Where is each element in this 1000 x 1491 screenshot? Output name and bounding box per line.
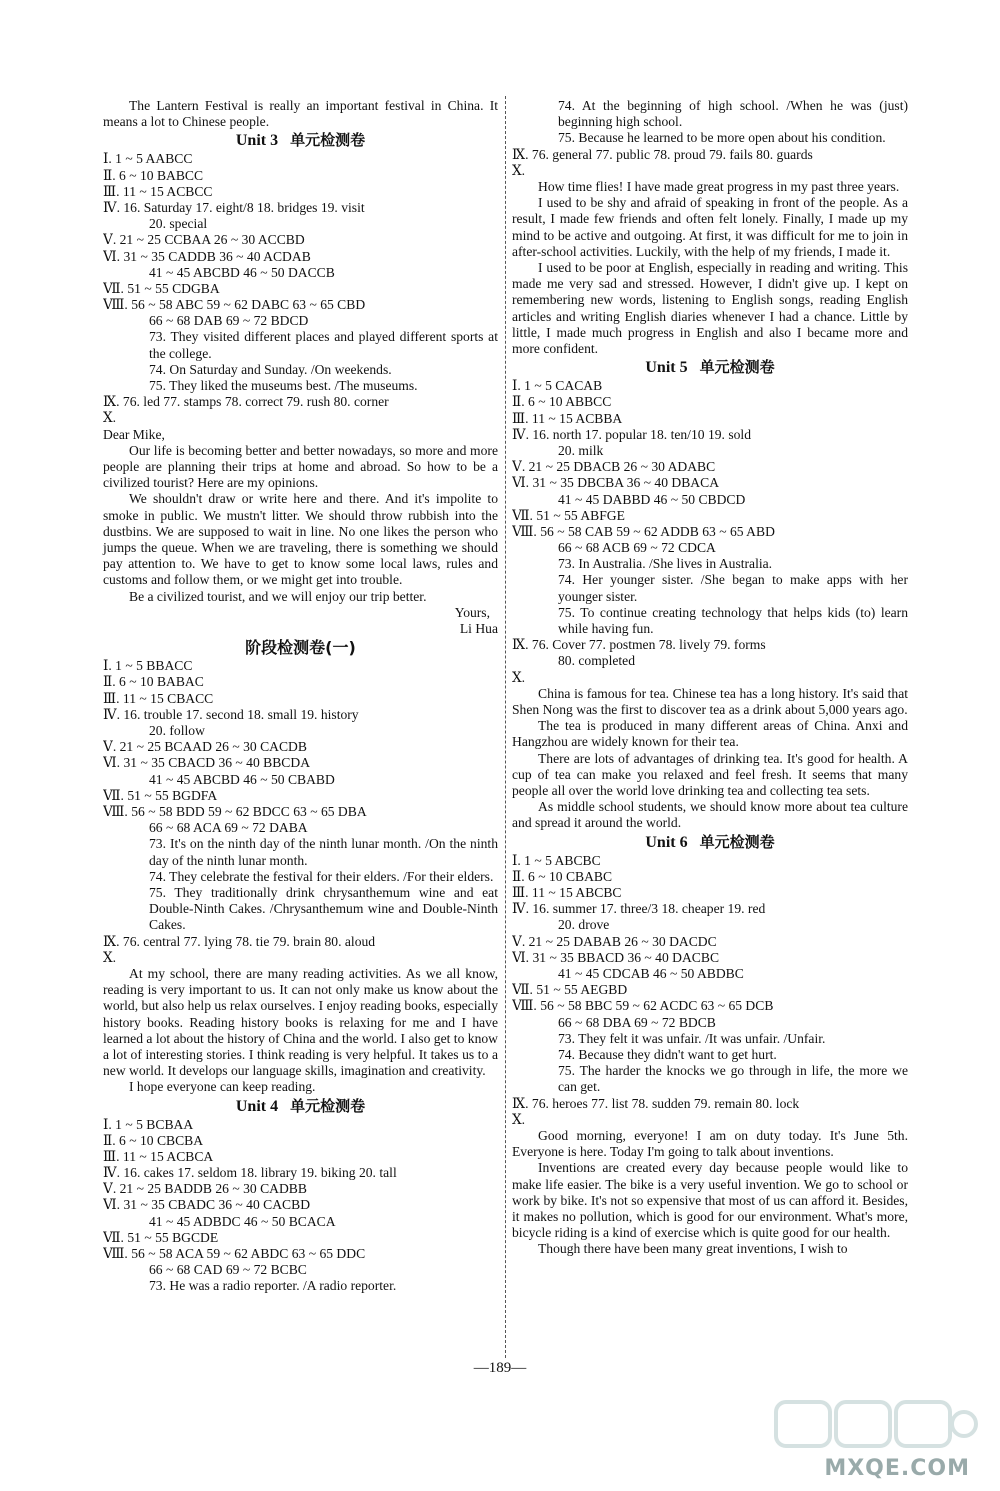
letter-closing: Yours, <box>454 604 490 620</box>
answer-line: 66 ~ 68 CAD 69 ~ 72 BCBC <box>149 1262 307 1278</box>
essay-paragraph: Though there have been many great inventions, I wish to <box>538 1241 848 1257</box>
answer-line: Ⅶ. 51 ~ 55 BGDFA <box>103 787 218 803</box>
watermark-text: MXQE.COM <box>824 1455 970 1481</box>
answer-line: Ⅵ. 31 ~ 35 DBCBA 36 ~ 40 DBACA <box>512 475 720 491</box>
answer-line: Ⅰ. 1 ~ 5 BCBAA <box>103 1116 194 1132</box>
letter-signature: Li Hua <box>459 621 498 637</box>
answer-line: Ⅶ. 51 ~ 55 ABFGE <box>512 507 625 523</box>
unit3-heading: Unit 3 单元检测卷 <box>235 131 366 150</box>
essay-paragraph: Be a civilized tourist, and we will enjoy our trip better. <box>129 588 427 604</box>
essay-paragraph: As middle school students, we should know more about tea culture and spread it around the world. <box>512 799 908 831</box>
answer-line: Ⅰ. 1 ~ 5 BBACC <box>103 658 193 674</box>
answer-ix: Ⅸ. 76. general 77. public 78. proud 79. fails 80. guards <box>512 146 813 162</box>
page-number: —189— <box>473 1360 527 1376</box>
answer-line: Ⅵ. 31 ~ 35 BBACD 36 ~ 40 DACBC <box>512 949 720 965</box>
left-column <box>103 98 498 1295</box>
essay-paragraph: There are lots of advantages of drinking tea. It's good for health. A cup of tea can make you relaxed and feel fresh. It seems that many people all over the world love drinking tea and collecting tea sets. <box>512 750 908 799</box>
answer-line: Ⅴ. 21 ~ 25 DBACB 26 ~ 30 ADABC <box>512 459 716 475</box>
essay-paragraph: China is famous for tea. Chinese tea has a long history. It's said that Shen Nong was the first to discover tea as a drink about 5,000 years ago. <box>512 685 908 718</box>
answer-75: 75. They liked the museums best. /The museums. <box>149 378 418 394</box>
answer-line: 41 ~ 45 CDCAB 46 ~ 50 ABDBC <box>558 965 744 981</box>
answer-line: 73. In Australia. /She lives in Australia. <box>558 556 773 572</box>
answer-75: 75. Because he learned to be more open about his condition. <box>558 130 886 146</box>
answer-line: Ⅶ. 51 ~ 55 CDGBA <box>103 280 220 296</box>
answer-74: 74. On Saturday and Sunday. /On weekends. <box>149 361 392 377</box>
answer-line: 41 ~ 45 DABBD 46 ~ 50 CBDCD <box>558 491 746 507</box>
answer-ix: Ⅸ. 76. central 77. lying 78. tie 79. brain 80. aloud <box>103 933 376 949</box>
unit4-heading: Unit 4 单元检测卷 <box>235 1096 366 1115</box>
answer-75: 75. The harder the knocks we go through in life, the more we can get. <box>558 1063 908 1095</box>
answer-line: Ⅲ. 11 ~ 15 CBACC <box>103 690 214 706</box>
answer-line: Ⅳ. 16. Saturday 17. eight/8 18. bridges 19. visit <box>103 199 365 215</box>
answer-line: Ⅷ. 56 ~ 58 ABC 59 ~ 62 DABC 63 ~ 65 CBD <box>103 297 366 313</box>
answer-line: Ⅴ. 21 ~ 25 BCAAD 26 ~ 30 CACDB <box>103 739 307 755</box>
answer-line: Ⅰ. 1 ~ 5 CACAB <box>512 378 603 394</box>
answer-line: Ⅷ. 56 ~ 58 BBC 59 ~ 62 ACDC 63 ~ 65 DCB <box>512 998 774 1014</box>
letter-salutation: Dear Mike, <box>103 426 165 442</box>
answer-line: Ⅷ. 56 ~ 58 BDD 59 ~ 62 BDCC 63 ~ 65 DBA <box>103 803 367 819</box>
section-x-label: Ⅹ. <box>103 410 117 426</box>
answer-line: 41 ~ 45 ABCBD 46 ~ 50 CBABD <box>149 771 335 787</box>
answer-line: 41 ~ 45 ADBDC 46 ~ 50 BCACA <box>149 1213 336 1229</box>
answer-line: 66 ~ 68 DBA 69 ~ 72 BDCB <box>558 1014 716 1030</box>
answer-line: Ⅰ. 1 ~ 5 AABCC <box>103 151 193 167</box>
unit5-answers <box>512 378 908 831</box>
answer-line: Ⅷ. 56 ~ 58 CAB 59 ~ 62 ADDB 63 ~ 65 ABD <box>512 523 775 539</box>
answer-line: Ⅱ. 6 ~ 10 CBCBA <box>103 1132 204 1148</box>
section-x-label: Ⅹ. <box>512 1111 526 1127</box>
answer-line: 74. Because they didn't want to get hurt. <box>558 1046 777 1062</box>
answer-75: 75. They traditionally drink chrysanthemum wine and eat Double-Ninth Cakes. /Chrysanthemum wine and Double-Ninth Cakes. <box>149 884 498 933</box>
answer-74: 74. At the beginning of high school. /When he was (just) beginning high school. <box>558 98 908 130</box>
essay-paragraph: I hope everyone can keep reading. <box>129 1079 316 1095</box>
stage1-answers <box>103 658 498 1095</box>
answer-line: Ⅳ. 16. trouble 17. second 18. small 19. history <box>103 706 359 722</box>
answer-73: 73. It's on the ninth day of the ninth lunar month. /On the ninth day of the ninth lunar month. <box>149 836 498 868</box>
unit3-answers <box>103 151 498 637</box>
answer-line: 73. He was a radio reporter. /A radio reporter. <box>149 1278 397 1294</box>
answer-line: Ⅵ. 31 ~ 35 CADDB 36 ~ 40 ACDAB <box>103 248 311 264</box>
answer-ix: Ⅸ. 76. led 77. stamps 78. correct 79. rush 80. corner <box>103 394 389 410</box>
essay-paragraph: I used to be shy and afraid of speaking in front of the people. As a result, I made few friends and often felt lonely. Finally, I made up my mind to be active and outgoing. At first, it was difficult for me to join in after-school activities. Luckily, with the help of my friends, I made it. <box>512 195 908 259</box>
essay-paragraph: Our life is becoming better and better nowadays, so more and more people are planning their trips at home and abroad. So how to be a civilized tourist? Here are my opinions. <box>103 442 498 491</box>
section-x-label: Ⅹ. <box>512 669 526 685</box>
answer-line: 41 ~ 45 ABCBD 46 ~ 50 DACCB <box>149 264 335 280</box>
answer-line: Ⅲ. 11 ~ 15 ACBBA <box>512 410 623 426</box>
essay-paragraph: Good morning, everyone! I am on duty today. It's June 5th. Everyone is here. Today I'm going to talk about inventions. <box>512 1127 908 1160</box>
answer-line: Ⅷ. 56 ~ 58 ACA 59 ~ 62 ABDC 63 ~ 65 DDC <box>103 1246 366 1262</box>
answer-line: 66 ~ 68 DAB 69 ~ 72 BDCD <box>149 313 309 329</box>
answer-line: Ⅶ. 51 ~ 55 BGCDE <box>103 1229 219 1245</box>
answer-line: Ⅵ. 31 ~ 35 CBACD 36 ~ 40 BBCDA <box>103 755 311 771</box>
answer-line: Ⅲ. 11 ~ 15 ABCBC <box>512 885 622 901</box>
essay-paragraph: Inventions are created every day because people would like to make life easier. The bike is a very useful invention. We go to school or work by bike. It's not so expensive that most of us can afford it. Besides, it makes no pollution, which is good for our environment. What's more, bicycle riding is a kind of exercise which is quite good for our health. <box>512 1160 908 1241</box>
answer-line: 20. special <box>149 216 208 232</box>
answer-line: Ⅵ. 31 ~ 35 CBADC 36 ~ 40 CACBD <box>103 1197 311 1213</box>
stage1-heading: 阶段检测卷(一) <box>245 638 356 658</box>
answer-74: 74. They celebrate the festival for their elders. /For their elders. <box>149 868 494 884</box>
answer-ix: Ⅸ. 76. heroes 77. list 78. sudden 79. remain 80. lock <box>512 1095 800 1111</box>
answer-line: 66 ~ 68 ACA 69 ~ 72 DABA <box>149 820 308 836</box>
unit6-heading: Unit 6 单元检测卷 <box>645 832 775 851</box>
answer-line: 20. milk <box>558 442 604 458</box>
unit4-answers <box>103 1117 498 1295</box>
answer-line: Ⅳ. 16. summer 17. three/3 18. cheaper 19. red <box>512 901 766 917</box>
answer-line: Ⅰ. 1 ~ 5 ABCBC <box>512 852 601 868</box>
answer-ix: Ⅸ. 76. Cover 77. postmen 78. lively 79. forms <box>512 637 766 653</box>
answer-line: 20. drove <box>558 917 610 933</box>
essay-paragraph: How time flies! I have made great progress in my past three years. <box>538 178 900 194</box>
answer-line: 20. follow <box>149 723 205 738</box>
right-column <box>512 98 908 1258</box>
section-x-label: Ⅹ. <box>512 162 526 178</box>
section-x-label: Ⅹ. <box>103 949 117 965</box>
answer-line: Ⅴ. 21 ~ 25 CCBAA 26 ~ 30 ACCBD <box>103 232 305 248</box>
essay-paragraph: We shouldn't draw or write here and there. And it's impolite to smoke in public. We mustn't litter. We should throw rubbish into the dustbins. We are supposed to wait in line. No one likes the person who jumps the queue. When we are traveling, there is something we should pay attention to. We have to get to know some local laws, rules and customs and follow them, or we might get into trouble. <box>103 491 498 588</box>
answer-line: Ⅳ. 16. cakes 17. seldom 18. library 19. biking 20. tall <box>103 1165 397 1181</box>
essay-paragraph: The tea is produced in many different areas of China. Anxi and Hangzhou are widely known for their tea. <box>512 718 908 750</box>
unit6-answers <box>512 853 908 1258</box>
essay-paragraph: At my school, there are many reading activities. As we all know, reading is very important to us. It can not only make us know about the world, but also help us relax ourselves. I enjoy reading books, especially history books. Reading history books is relaxing for me and I have learned a lot about the history of China and the world. I also get to know a lot of interesting stories. I think reading is very helpful. It takes us to a new world. It develops our language skills, imagination and creativity. <box>103 965 498 1079</box>
answer-75: 75. To continue creating technology that helps kids (to) learn while having fun. <box>558 604 908 637</box>
answer-74: 74. Her younger sister. /She began to make apps with her younger sister. <box>558 572 908 604</box>
answer-line: 66 ~ 68 ACB 69 ~ 72 CDCA <box>558 540 716 556</box>
answer-line: Ⅲ. 11 ~ 15 ACBCA <box>103 1148 214 1164</box>
answer-line: Ⅶ. 51 ~ 55 AEGBD <box>512 982 628 998</box>
intro-paragraph: The Lantern Festival is really an important festival in China. It means a lot to Chinese people. <box>103 98 498 130</box>
essay-paragraph: I used to be poor at English, especially in reading and writing. This made me very sad and stressed. However, I didn't give up. I kept on remembering new words, listening to English songs, reading English articles and writing English diaries whenever I had a chance. Little by little, I made much progress in English and also I became more and more confident. <box>512 260 908 357</box>
column-divider <box>505 96 506 1358</box>
answer-line: Ⅳ. 16. north 17. popular 18. ten/10 19. sold <box>512 426 751 442</box>
answer-line: Ⅱ. 6 ~ 10 BABAC <box>103 674 204 690</box>
answer-line: Ⅴ. 21 ~ 25 BADDB 26 ~ 30 CADBB <box>103 1181 307 1197</box>
unit5-heading: Unit 5 单元检测卷 <box>645 358 775 377</box>
answer-line: 73. They felt it was unfair. /It was unfair. /Unfair. <box>558 1030 826 1046</box>
answer-line: Ⅲ. 11 ~ 15 ACBCC <box>103 183 213 199</box>
answer-73: 73. They visited different places and played different sports at the college. <box>149 329 498 361</box>
answer-line: Ⅱ. 6 ~ 10 ABBCC <box>512 394 612 410</box>
answer-line: Ⅴ. 21 ~ 25 DABAB 26 ~ 30 DACDC <box>512 933 717 949</box>
answer-ix-cont: 80. completed <box>558 653 636 669</box>
answer-line: Ⅱ. 6 ~ 10 BABCC <box>103 167 204 183</box>
answer-line: Ⅱ. 6 ~ 10 CBABC <box>512 868 613 884</box>
